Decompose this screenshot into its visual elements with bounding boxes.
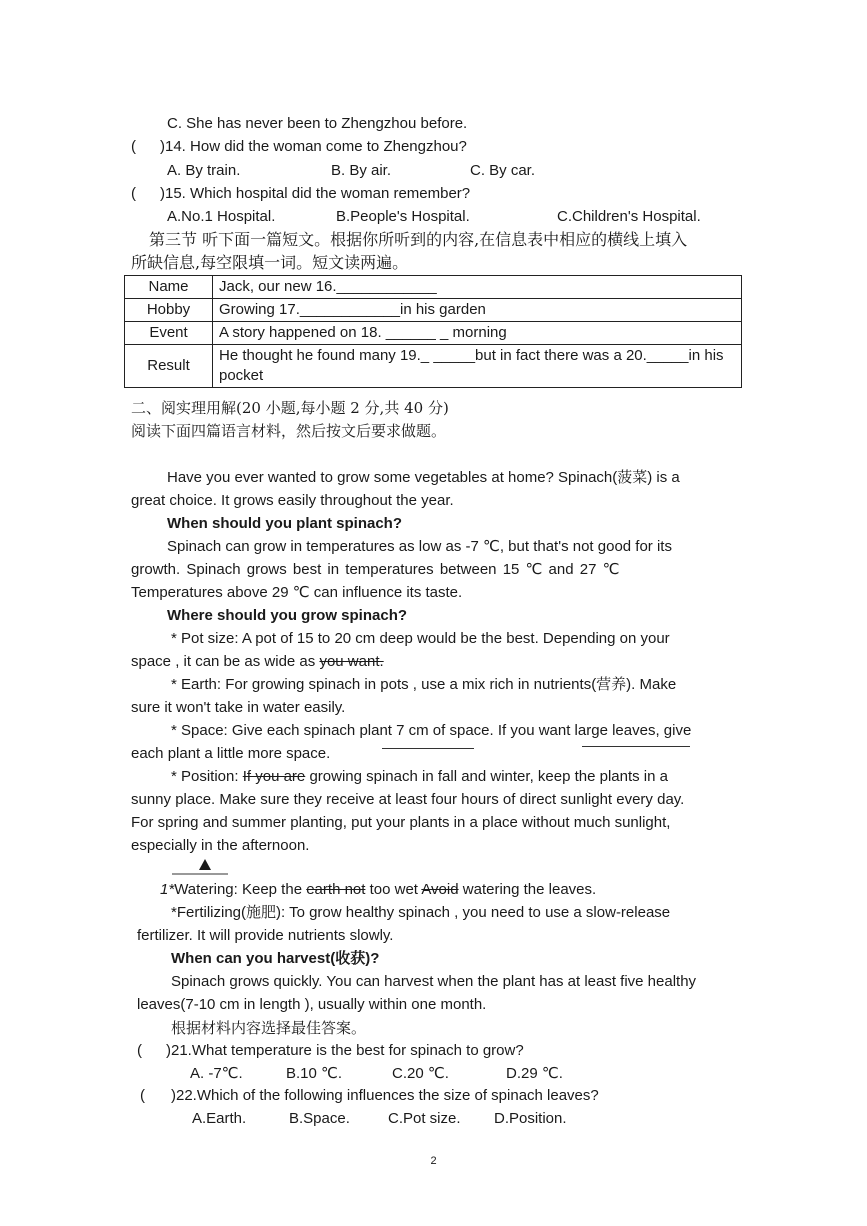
passage-paragraph: fertilizer. It will provide nutrients slowly. [137, 927, 394, 944]
passage-paragraph: sure it won't take in water easily. [131, 699, 346, 716]
handwritten-mark: 1* [160, 881, 175, 898]
q21-option-a: A. -7℃. [190, 1065, 243, 1082]
q21-stem: )21.What temperature is the best for spinach to grow? [166, 1042, 524, 1059]
q21-option-b: B.10 ℃. [286, 1065, 343, 1082]
watering-text: watering the leaves. [462, 881, 597, 898]
position-text: growing spinach in fall and winter, keep the plants in a [309, 768, 668, 785]
passage-paragraph: Have you ever wanted to grow some vegetables at home? Spinach(菠菜) is a [167, 469, 680, 486]
passage-subheading: When should you plant spinach? [167, 515, 402, 532]
passage-paragraph: sunny place. Make sure they receive at least four hours of direct sunlight every day. [131, 791, 685, 808]
q15-option-a: A.No.1 Hospital. [167, 208, 276, 225]
passage-paragraph: *Fertilizing(施肥): To grow healthy spinach , you need to use a slow-release [171, 904, 671, 921]
q22-option-a: A.Earth. [192, 1110, 247, 1127]
q22-option-c: C.Pot size. [388, 1110, 461, 1127]
table-key: Name [125, 276, 213, 299]
q14-answer-paren[interactable]: ( [131, 138, 136, 155]
section3-instruction-line2: 所缺信息,每空限填一词。短文读两遍。 [131, 253, 409, 272]
handwritten-underline [382, 748, 474, 749]
passage-paragraph: growth. Spinach grows best in temperatures between 15 ℃ and 27 ℃ [131, 561, 620, 578]
passage-paragraph: * Earth: For growing spinach in pots , use a mix rich in nutrients(营养). Make [171, 676, 677, 693]
handwritten-underline [582, 746, 690, 747]
choose-instruction: 根据材料内容选择最佳答案。 [171, 1019, 367, 1037]
q22-option-b: B.Space. [289, 1110, 350, 1127]
q14-option-b: B. By air. [331, 162, 392, 179]
position-label: * Position: [171, 768, 239, 785]
table-value[interactable]: A story happened on 18. ______ _ morning [213, 322, 742, 345]
watering-text: too wet [369, 881, 418, 898]
watering-text: Watering: Keep the [174, 881, 303, 898]
q22-answer-paren[interactable]: ( [140, 1087, 145, 1104]
q22-option-d: D.Position. [494, 1110, 567, 1127]
passage-subheading: When can you harvest(收获)? [171, 950, 380, 967]
passage-paragraph: leaves(7-10 cm in length ), usually within one month. [137, 996, 487, 1013]
reading-instruction: 阅读下面四篇语言材料，然后按文后要求做题。 [131, 422, 447, 440]
passage-paragraph: For spring and summer planting, put your plants in a place without much sunlight, [131, 814, 671, 831]
page-number: 2 [430, 1155, 437, 1167]
crossed-out-text: Avoid [421, 881, 459, 898]
table-row [125, 345, 742, 388]
passage-paragraph: Temperatures above 29 ℃ can influence its taste. [131, 584, 463, 601]
table-row [125, 322, 742, 345]
q14-option-a: A. By train. [167, 162, 241, 179]
crossed-out-text: you want. [319, 653, 384, 670]
q15-answer-paren[interactable]: ( [131, 185, 136, 202]
q14-option-c: C. By car. [470, 162, 536, 179]
q14-stem: )14. How did the woman come to Zhengzhou? [160, 138, 467, 155]
q21-option-d: D.29 ℃. [506, 1065, 563, 1082]
crossed-out-text: If you are [242, 768, 306, 785]
passage-paragraph: * Pot size: A pot of 15 to 20 cm deep would be the best. Depending on your [171, 630, 670, 647]
info-table [124, 275, 742, 388]
crossed-out-text: earth not [306, 881, 366, 898]
table-key: Result [125, 345, 213, 388]
caret-insert-icon [168, 856, 232, 878]
passage-paragraph [131, 652, 384, 672]
passage-paragraph: especially in the afternoon. [131, 837, 310, 854]
section3-instruction-line1: 第三节 听下面一篇短文。根据你所听到的内容,在信息表中相应的横线上填入 [149, 230, 688, 249]
q15-stem: )15. Which hospital did the woman remember? [160, 185, 471, 202]
q15-option-b: B.People's Hospital. [336, 208, 470, 225]
q15-option-c: C.Children's Hospital. [557, 208, 701, 225]
reading-section-heading: 二、阅实理用解(20 小题,每小题 2 分,共 40 分) [131, 399, 449, 417]
pot-text: space , it can be as wide as [131, 653, 316, 670]
q21-option-c: C.20 ℃. [392, 1065, 449, 1082]
passage-paragraph: Spinach can grow in temperatures as low as -7 ℃, but that's not good for its [167, 538, 672, 555]
passage-paragraph: * Space: Give each spinach plant 7 cm of space. If you want large leaves, give [171, 722, 692, 739]
passage-paragraph [160, 880, 596, 900]
table-row [125, 276, 742, 299]
passage-paragraph: great choice. It grows easily throughout the year. [131, 492, 454, 509]
table-value[interactable]: Growing 17.____________in his garden [213, 299, 742, 322]
passage-paragraph: Spinach grows quickly. You can harvest when the plant has at least five healthy [171, 973, 697, 990]
q21-answer-paren[interactable]: ( [137, 1042, 142, 1059]
table-key: Hobby [125, 299, 213, 322]
passage-subheading: Where should you grow spinach? [167, 607, 408, 624]
passage-paragraph [171, 767, 668, 787]
table-value[interactable]: Jack, our new 16.____________ [213, 276, 742, 299]
table-value[interactable]: He thought he found many 19._ _____but in fact there was a 20._____in his pocket [213, 345, 742, 388]
table-key: Event [125, 322, 213, 345]
q13-option-c: C. She has never been to Zhengzhou before. [167, 115, 468, 132]
q22-stem: )22.Which of the following influences the size of spinach leaves? [171, 1087, 599, 1104]
table-row [125, 299, 742, 322]
passage-paragraph: each plant a little more space. [131, 745, 331, 762]
